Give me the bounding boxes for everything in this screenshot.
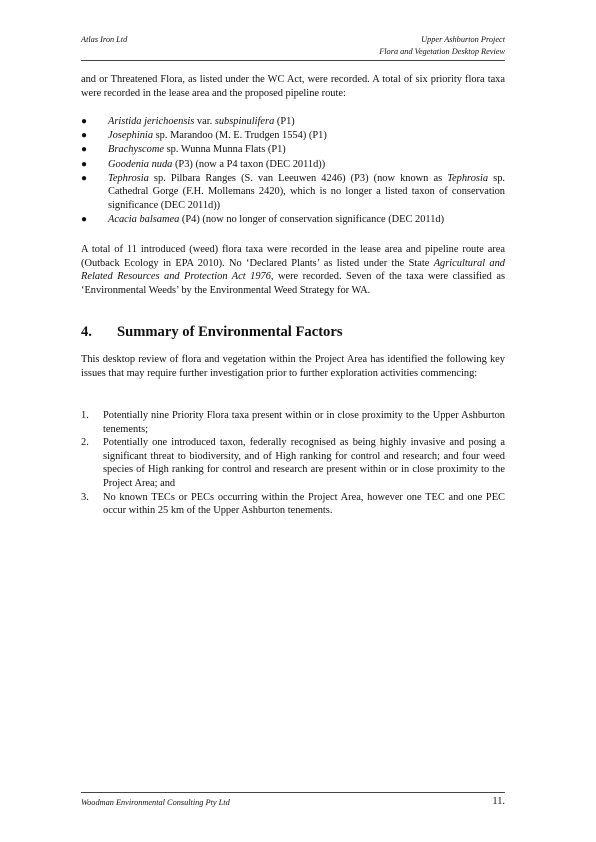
list-item: ● Tephrosia sp. Pilbara Ranges (S. van Leeuwen 4246) (P3) (now known as Tephrosia sp. Cathedral Gorge (F.H. Mollemans 2420), which is no longer a listed taxon of conservation significance (DEC 2011d)) — [81, 172, 505, 211]
list-item: 3. No known TECs or PECs occurring within the Project Area, however one TEC and one PEC occur within 25 km of the Upper Ashburton tenements. — [81, 491, 505, 517]
list-item: ● Acacia balsamea (P4) (now no longer of conservation significance (DEC 2011d) — [81, 214, 445, 226]
act-title: Agricultural and Related Resources and Protection Act 1976 — [81, 257, 505, 283]
priority-flora-list — [81, 115, 505, 227]
list-item: 1. Potentially nine Priority Flora taxa present within or in close proximity to the Upper Ashburton tenements; — [81, 410, 505, 435]
bullet-icon: ● — [81, 144, 88, 156]
list-item: ● Goodenia nuda (P3) (now a P4 taxon (DEC 2011d)) — [81, 158, 326, 170]
list-item: ● Brachyscome sp. Wunna Munna Flats (P1) — [81, 144, 286, 156]
bullet-icon: ● — [81, 172, 88, 184]
weeds-paragraph: A total of 11 introduced (weed) flora taxa were recorded in the lease area and pipeline route area (Outback Ecology in EPA 2010). No ‘Declared Plants’ as listed under the State Agricultural and Related Resources and Protection Act 1976, were recorded. Seven of the taxa were classified as ‘Environmental Weeds’ by the Environmental Weed Strategy for WA. — [81, 244, 505, 296]
header-project-block — [379, 34, 505, 58]
header-divider — [81, 60, 505, 61]
footer-company: Woodman Environmental Consulting Pty Ltd — [81, 798, 230, 807]
bullet-icon: ● — [81, 158, 88, 170]
header-company: Atlas Iron Ltd — [81, 35, 128, 44]
section-number: 4. — [81, 324, 92, 340]
section-heading — [81, 323, 505, 341]
intro-paragraph: and or Threatened Flora, as listed under the WC Act, were recorded. A total of six priority flora taxa were recorded in the lease area and the proposed pipeline route: — [81, 74, 505, 99]
header-project: Upper Ashburton Project — [421, 35, 505, 44]
key-issues-list — [81, 409, 505, 518]
section-title: Summary of Environmental Factors — [117, 324, 343, 340]
list-item: ● Aristida jerichoensis var. subspinulifera (P1) — [81, 116, 295, 127]
footer-divider — [81, 792, 505, 793]
list-item: 2. Potentially one introduced taxon, federally recognised as being highly invasive and posing a significant threat to biodiversity, and of High ranking for control and research; and four weed species of High ranking for control and research are present within or in close proximity to the Project Area; and — [81, 437, 505, 489]
header-report-title: Flora and Vegetation Desktop Review — [379, 47, 505, 56]
bullet-icon: ● — [81, 116, 88, 127]
bullet-icon: ● — [81, 130, 88, 142]
list-item: ● Josephinia sp. Marandoo (M. E. Trudgen 1554) (P1) — [81, 130, 327, 142]
page-number: 11. — [492, 796, 505, 807]
bullet-icon: ● — [81, 214, 88, 226]
summary-paragraph: This desktop review of flora and vegetation within the Project Area has identified the following key issues that may require further investigation prior to further exploration activities commencing: — [81, 354, 505, 379]
